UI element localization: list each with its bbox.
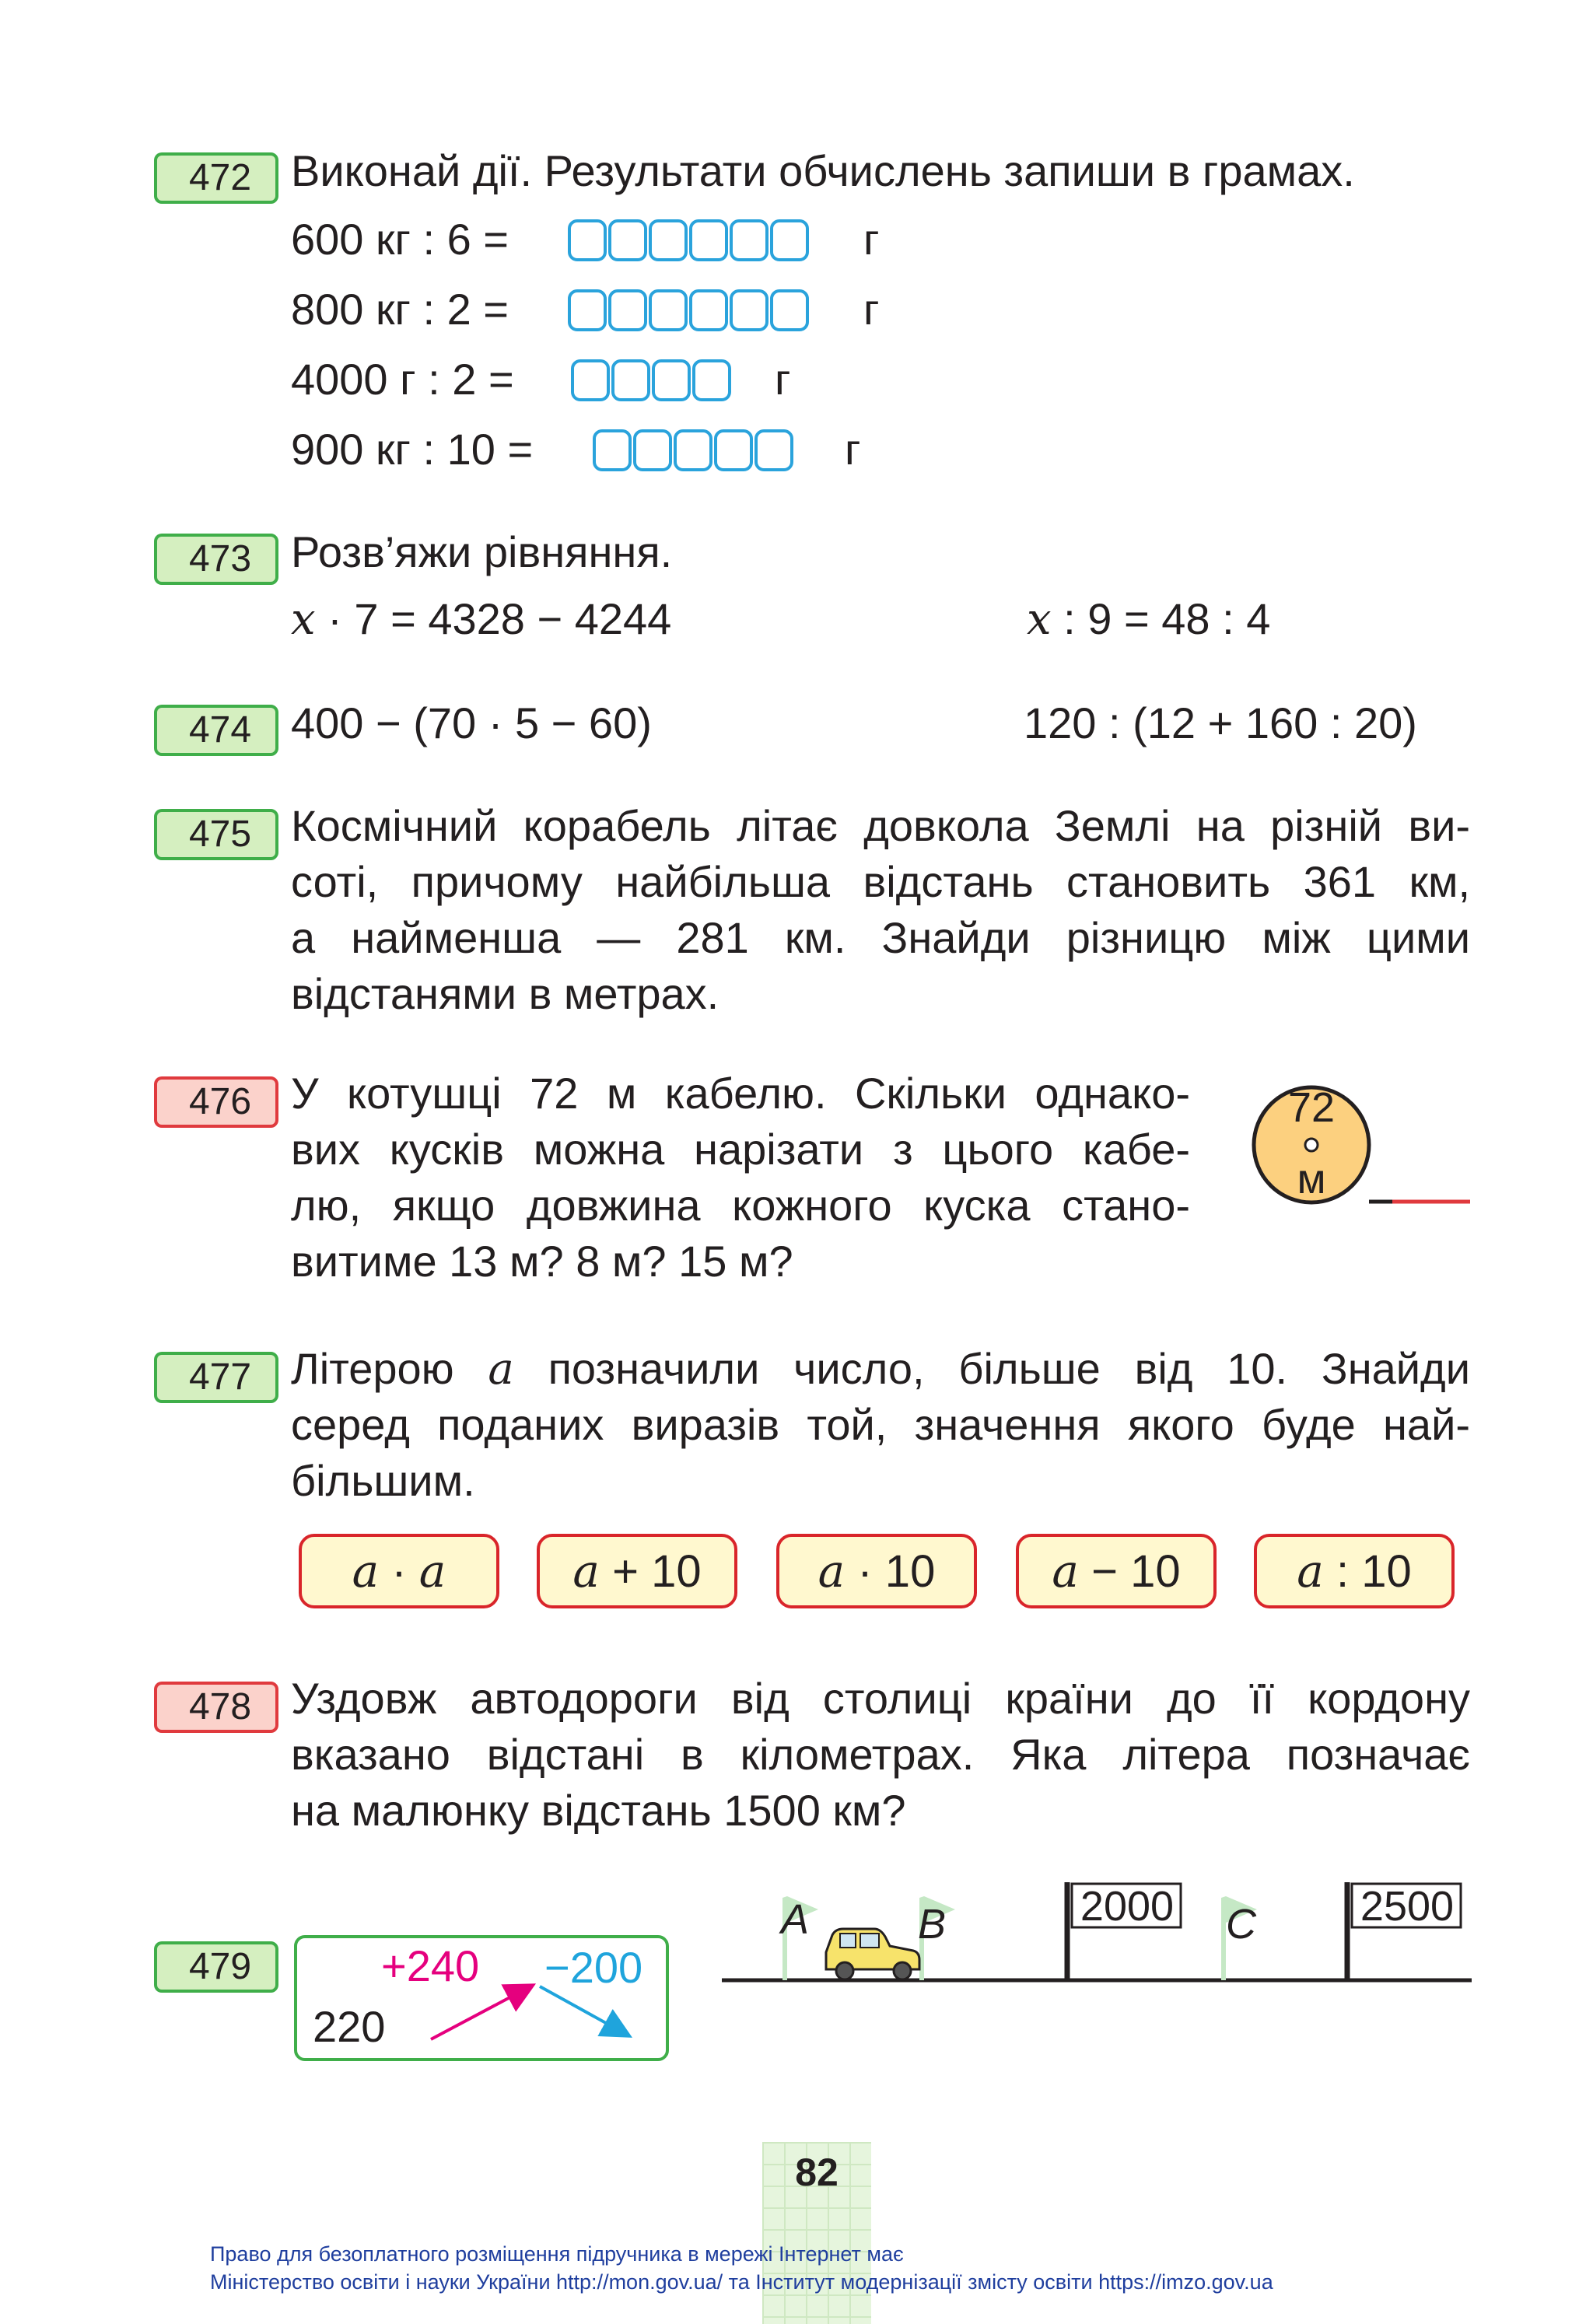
- distance-sign-2000: 2000: [1080, 1883, 1175, 1930]
- answer-cell[interactable]: [652, 359, 691, 401]
- flag-b-label: B: [918, 1901, 947, 1948]
- task-number-479: 479: [162, 1941, 278, 1993]
- cable-coil-illustration: [1245, 1081, 1478, 1213]
- page-number-tab: [762, 2142, 871, 2324]
- task-number-475: 475: [162, 809, 278, 860]
- task-477-text-a: Літерою: [291, 1344, 488, 1393]
- expression-option-1[interactable]: a · a: [299, 1534, 499, 1608]
- answer-cell[interactable]: [730, 289, 768, 331]
- task-472-expr-4: 900 кг : 10 =: [291, 425, 534, 474]
- answer-boxes-1[interactable]: [568, 219, 811, 261]
- equation-2: [1027, 591, 1270, 647]
- operation-subtract: −200: [544, 1943, 643, 1992]
- task-477-line-3: більшим.: [291, 1456, 475, 1505]
- task-number-477: 477: [162, 1352, 278, 1403]
- unit-label: г: [845, 425, 861, 474]
- answer-boxes-3[interactable]: [571, 359, 733, 401]
- unit-label: г: [863, 215, 880, 264]
- answer-cell[interactable]: [714, 429, 753, 471]
- answer-cell[interactable]: [608, 219, 647, 261]
- task-477-text-b: позначили число, більше від 10. Знайди: [513, 1344, 1470, 1393]
- answer-cell[interactable]: [689, 219, 728, 261]
- task-479-chain-box: [294, 1935, 669, 2061]
- page-number: 82: [795, 2151, 839, 2194]
- expression-option-5[interactable]: a : 10: [1254, 1534, 1455, 1608]
- answer-cell[interactable]: [770, 289, 809, 331]
- task-474-expr-1: 400 − (70 · 5 − 60): [291, 698, 652, 747]
- operation-add: +240: [381, 1941, 480, 1990]
- task-476-line-1: У котушці 72 м кабелю. Скільки однако-: [291, 1069, 1190, 1118]
- task-473-instruction: Розв’яжи рівняння.: [291, 527, 673, 576]
- task-475-line-2: соті, причому найбільша відстань становить 361 км,: [291, 857, 1470, 906]
- coil-value: 72: [1287, 1084, 1336, 1131]
- task-number-476: 476: [162, 1076, 278, 1128]
- answer-cell[interactable]: [689, 289, 728, 331]
- task-475-line-3: а найменша — 281 км. Знайди різницю між цими: [291, 913, 1470, 962]
- answer-cell[interactable]: [692, 359, 731, 401]
- task-475-line-1: Космічний корабель літає довкола Землі на різній ви-: [291, 801, 1470, 850]
- answer-boxes-4[interactable]: [593, 429, 795, 471]
- answer-cell[interactable]: [674, 429, 712, 471]
- task-476-line-3: лю, якщо довжина кожного куска стано-: [291, 1181, 1190, 1230]
- task-476-line-2: вих кусків можна нарізати з цього кабе-: [291, 1125, 1190, 1174]
- answer-boxes-2[interactable]: [568, 289, 811, 331]
- equation-2-text: : 9 = 48 : 4: [1051, 594, 1271, 643]
- car-icon: [826, 1929, 919, 1979]
- task-number-478: 478: [162, 1682, 278, 1733]
- flag-c-label: C: [1226, 1901, 1256, 1948]
- flag-a-label: A: [781, 1896, 810, 1943]
- task-477-line-1: [291, 1341, 1470, 1397]
- variable-a: a: [488, 1344, 514, 1395]
- answer-cell[interactable]: [568, 289, 607, 331]
- answer-cell[interactable]: [568, 219, 607, 261]
- answer-cell[interactable]: [608, 289, 647, 331]
- footer-line-2: Міністерство освіти і науки України http://mon.gov.ua/ та Інститут модернізації змісту освіти https://imzo.gov.ua: [210, 2270, 1273, 2294]
- answer-cell[interactable]: [730, 219, 768, 261]
- task-number-474: 474: [162, 705, 278, 756]
- answer-cell[interactable]: [754, 429, 793, 471]
- variable-x: x: [291, 594, 316, 645]
- task-474-expr-2: 120 : (12 + 160 : 20): [1024, 698, 1417, 747]
- task-472-instruction: Виконай дії. Результати обчислень запиши в грамах.: [291, 146, 1355, 195]
- variable-x: x: [1027, 594, 1052, 645]
- task-472-expr-1: 600 кг : 6 =: [291, 215, 509, 264]
- unit-label: г: [775, 355, 791, 404]
- answer-cell[interactable]: [649, 289, 688, 331]
- arrow-up-icon: [431, 1986, 530, 2039]
- answer-cell[interactable]: [649, 219, 688, 261]
- task-number-472: 472: [162, 152, 278, 204]
- equation-1-text: · 7 = 4328 − 4244: [315, 594, 672, 643]
- task-472-expr-3: 4000 г : 2 =: [291, 355, 514, 404]
- task-478-line-1: Уздовж автодороги від столиці країни до її кордону: [291, 1674, 1470, 1723]
- task-478-line-2: вказано відстані в кілометрах. Яка літера позначає: [291, 1730, 1470, 1779]
- expression-option-4[interactable]: a − 10: [1016, 1534, 1217, 1608]
- answer-cell[interactable]: [770, 219, 809, 261]
- task-number-473: 473: [162, 534, 278, 585]
- answer-cell[interactable]: [593, 429, 632, 471]
- task-476-line-4: витиме 13 м? 8 м? 15 м?: [291, 1237, 793, 1286]
- equation-1: [291, 591, 671, 647]
- expression-option-3[interactable]: a · 10: [776, 1534, 977, 1608]
- unit-label: г: [863, 285, 880, 334]
- task-477-line-2: серед поданих виразів той, значення якого буде най-: [291, 1400, 1470, 1449]
- task-472-expr-2: 800 кг : 2 =: [291, 285, 509, 334]
- road-illustration: [716, 1874, 1478, 1991]
- footer-line-1: Право для безоплатного розміщення підручника в мережі Інтернет має: [210, 2242, 904, 2266]
- task-475-line-4: відстанями в метрах.: [291, 969, 719, 1018]
- expression-option-2[interactable]: a + 10: [537, 1534, 737, 1608]
- answer-cell[interactable]: [611, 359, 650, 401]
- start-value: 220: [313, 2002, 386, 2051]
- arrow-down-icon: [540, 1986, 627, 2035]
- distance-sign-2500: 2500: [1360, 1883, 1455, 1930]
- task-478-line-3: на малюнку відстань 1500 км?: [291, 1786, 906, 1835]
- answer-cell[interactable]: [633, 429, 672, 471]
- coil-unit: м: [1297, 1156, 1326, 1202]
- answer-cell[interactable]: [571, 359, 610, 401]
